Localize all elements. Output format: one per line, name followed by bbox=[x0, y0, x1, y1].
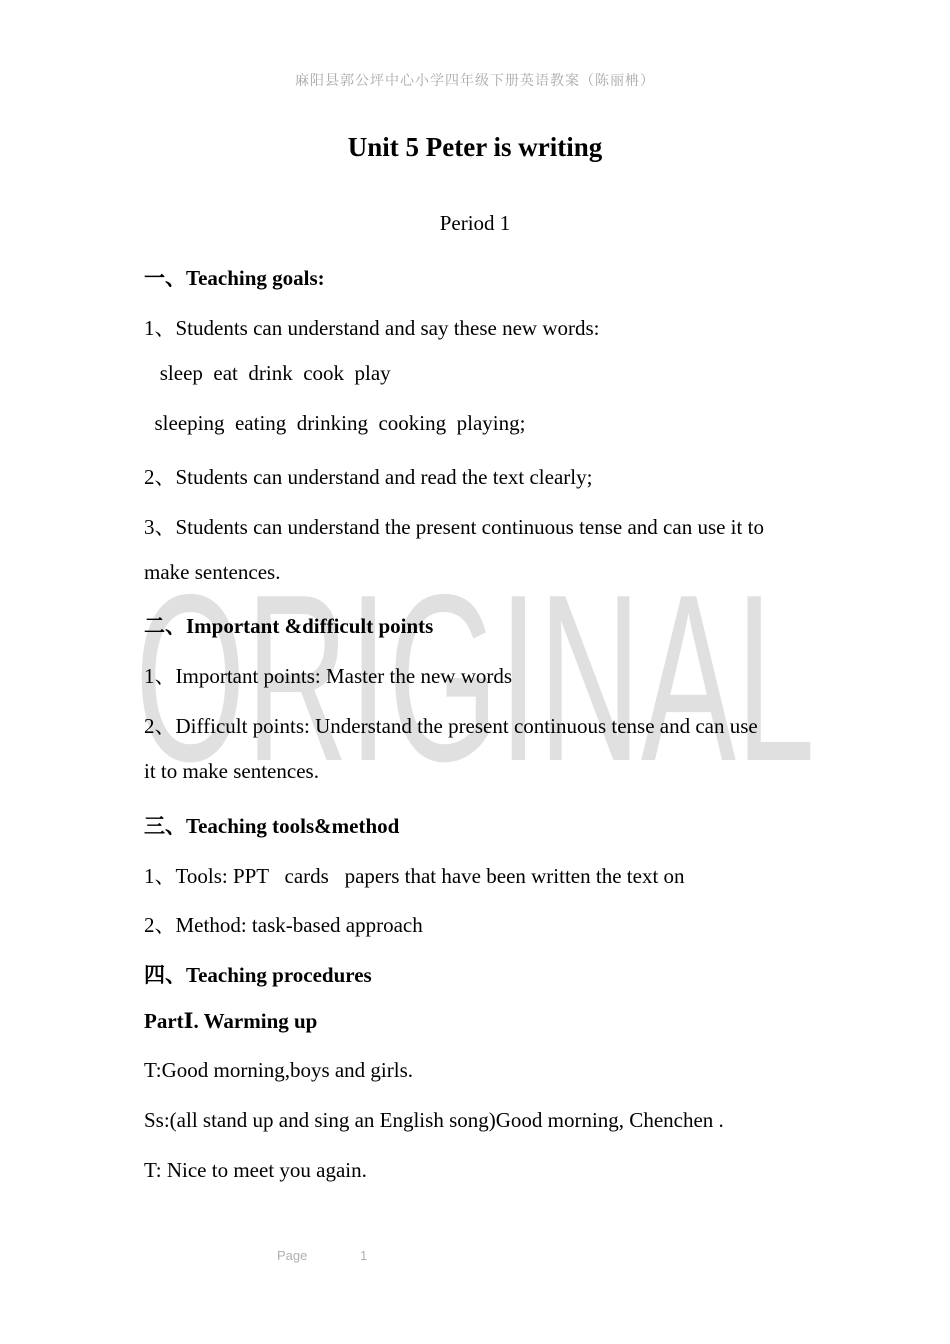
section-heading-points: 二、Important &difficult points bbox=[144, 614, 434, 638]
section-heading-procedures: 四、Teaching procedures bbox=[144, 963, 372, 987]
difficult-points-continued: it to make sentences. bbox=[144, 759, 319, 783]
section-heading-tools-method: 三、Teaching tools&method bbox=[144, 814, 400, 838]
period-label: Period 1 bbox=[439, 211, 511, 235]
page-header: 麻阳县郭公坪中心小学四年级下册英语教案（陈丽柟） bbox=[295, 73, 655, 89]
new-words-ing-list: sleeping eating drinking cooking playing; bbox=[144, 411, 526, 435]
goal-1: 1、Students can understand and say these new words: bbox=[144, 316, 600, 340]
dialogue-line-2: Ss:(all stand up and sing an English song)Good morning, Chenchen . bbox=[144, 1108, 724, 1132]
goal-3-continued: make sentences. bbox=[144, 560, 281, 584]
part-1-heading: PartⅠ. Warming up bbox=[144, 1009, 318, 1033]
important-points: 1、Important points: Master the new words bbox=[144, 664, 513, 688]
section-heading-teaching-goals: 一、Teaching goals: bbox=[144, 266, 325, 290]
new-words-list: sleep eat drink cook play bbox=[144, 361, 391, 385]
watermark-text: ORIGINAL bbox=[135, 572, 815, 772]
tools-line: 1、Tools: PPT cards papers that have been written the text on bbox=[144, 864, 685, 888]
document-title: Unit 5 Peter is writing bbox=[347, 132, 603, 162]
dialogue-line-3: T: Nice to meet you again. bbox=[144, 1158, 367, 1182]
dialogue-line-1: T:Good morning,boys and girls. bbox=[144, 1058, 414, 1082]
goal-2: 2、Students can understand and read the text clearly; bbox=[144, 465, 593, 489]
footer-page-label: Page bbox=[277, 1248, 308, 1263]
difficult-points: 2、Difficult points: Understand the present continuous tense and can use bbox=[144, 714, 758, 738]
footer-page-number: 1 bbox=[360, 1248, 368, 1263]
method-line: 2、Method: task-based approach bbox=[144, 913, 423, 937]
goal-3: 3、Students can understand the present continuous tense and can use it to bbox=[144, 515, 764, 539]
